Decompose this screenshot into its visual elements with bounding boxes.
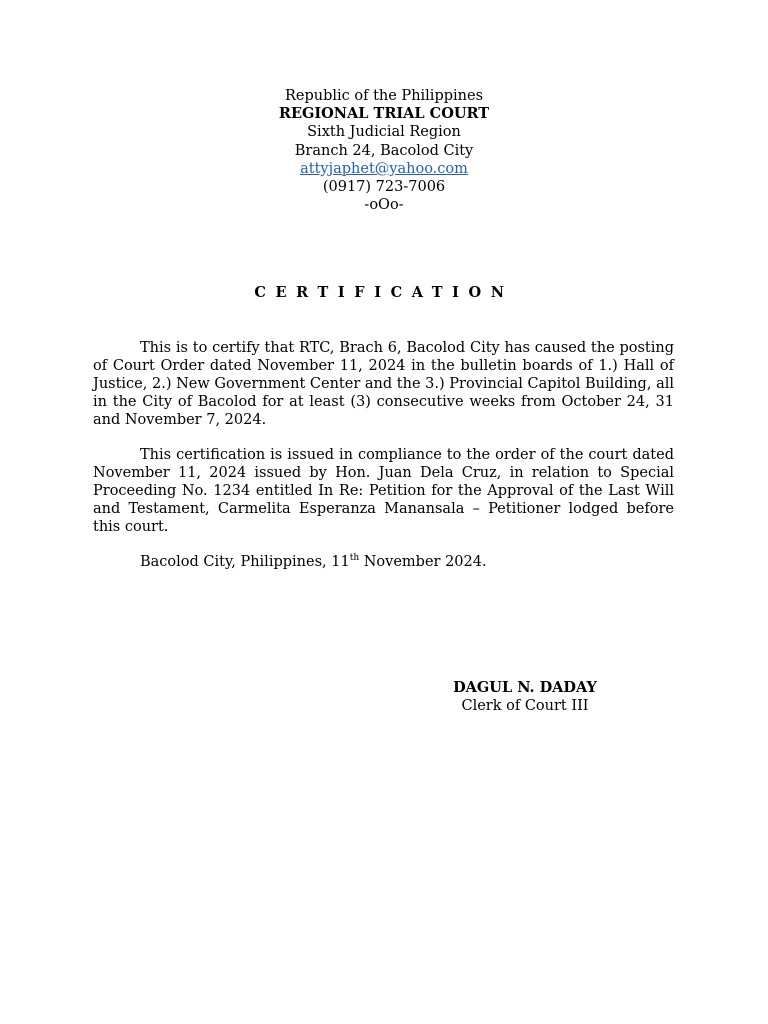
signatory-name: DAGUL N. DADAY <box>453 679 597 696</box>
closing-ordinal: th <box>349 553 360 564</box>
letterhead <box>0 87 768 214</box>
body-paragraph-compliance: This certification is issued in compliance to the order of the court dated November 11, 2024 issued by Hon. Juan Dela Cruz, in relation to Special Proceeding No. 1234 entitled In Re: Petition for the Approval of the Last Will and Testament, Carmelita Esperanza Manansala – Petitioner lodged before this court. <box>93 447 674 536</box>
separator-ornament: -oOo- <box>364 197 404 214</box>
closing-prefix: Bacolod City, Philippines, 11 <box>140 554 350 570</box>
email-link[interactable]: attyjaphet@yahoo.com <box>300 160 468 177</box>
phone-line: (0917) 723-7006 <box>322 179 446 196</box>
closing-suffix: November 2024. <box>359 554 487 570</box>
signature-block <box>420 679 630 715</box>
branch-line: Branch 24, Bacolod City <box>294 142 474 159</box>
court-name: REGIONAL TRIAL COURT <box>278 105 490 123</box>
document-title: CERTIFICATION <box>254 284 514 301</box>
body-paragraph-posting: This is to certify that RTC, Brach 6, Bacolod City has caused the posting of Court Order dated November 11, 2024 in the bulletin boards of 1.) Hall of Justice, 2.) New Government Center and the 3.) Provincial Capitol Building, all in the City of Bacolod for at least (3) consecutive weeks from October 24, 31 and November 7, 2024. <box>93 340 674 429</box>
signatory-position: Clerk of Court III <box>461 698 589 715</box>
country-line: Republic of the Philippines <box>284 88 484 104</box>
closing-date-line <box>93 553 674 571</box>
region-line: Sixth Judicial Region <box>307 124 461 141</box>
